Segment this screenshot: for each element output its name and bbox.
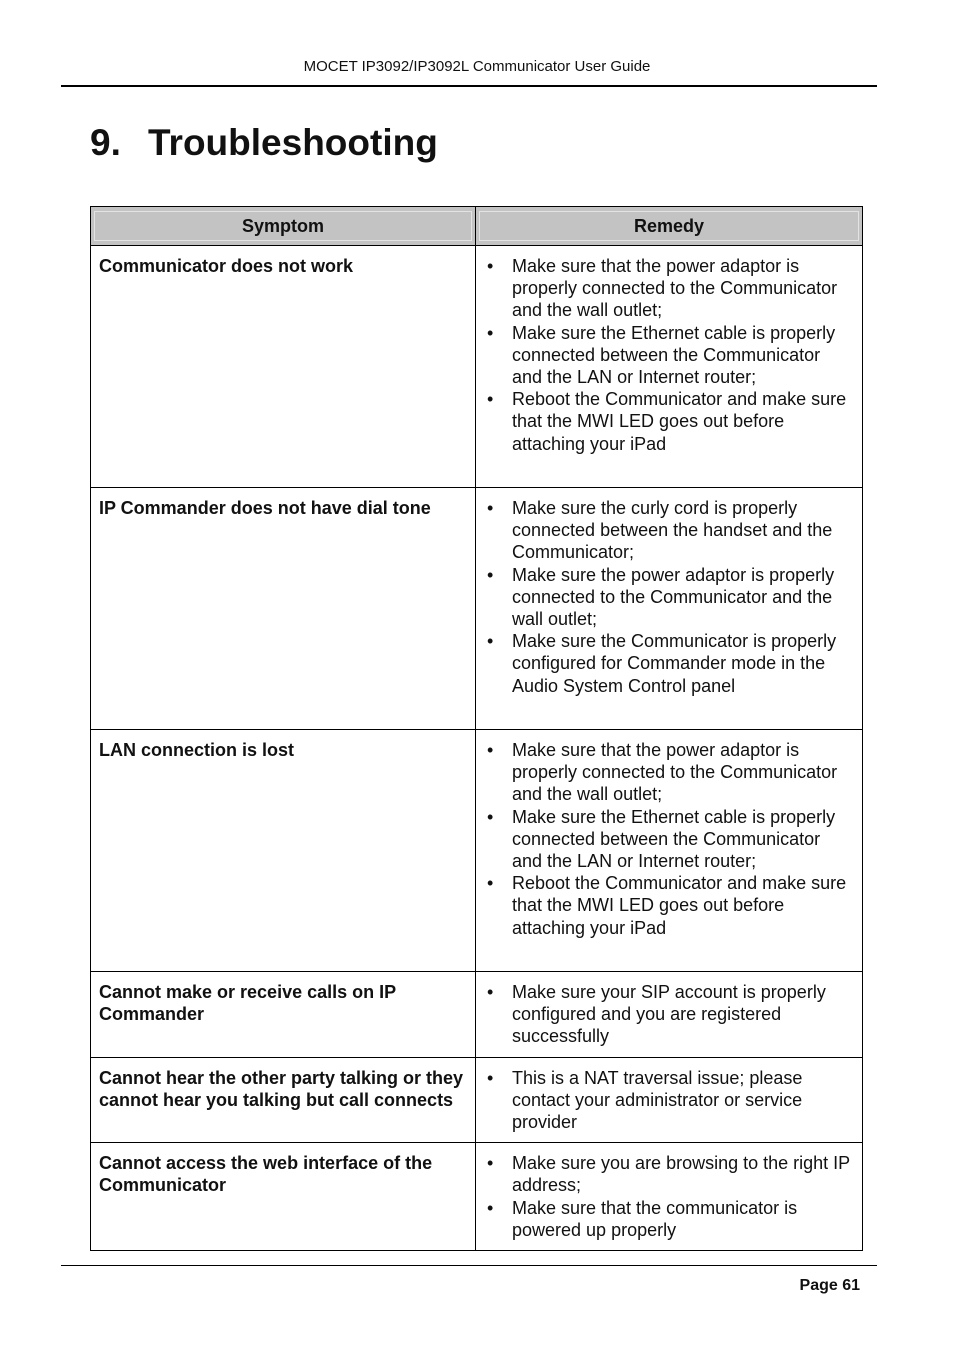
table-row	[91, 972, 863, 1058]
remedy-list	[484, 739, 854, 939]
symptom-cell: IP Commander does not have dial tone	[91, 488, 476, 730]
remedy-item: • Make sure the curly cord is properly connected between the handset and the Communicator;	[484, 497, 854, 564]
chapter-number: 9.	[90, 122, 121, 163]
table-row	[91, 1057, 863, 1143]
remedy-item: • Reboot the Communicator and make sure that the MWI LED goes out before attaching your iPad	[484, 872, 854, 939]
remedy-item: • Make sure the power adaptor is properly connected to the Communicator and the wall outlet;	[484, 564, 854, 631]
symptom-cell: Cannot access the web interface of the Communicator	[91, 1143, 476, 1251]
table-row	[91, 488, 863, 730]
remedy-list	[484, 255, 854, 455]
footer-divider	[61, 1265, 877, 1266]
page-number: Page 61	[799, 1277, 860, 1294]
table-row	[91, 730, 863, 972]
remedy-item: • Make sure that the communicator is powered up properly	[484, 1197, 854, 1241]
remedy-item: • Make sure the Communicator is properly configured for Commander mode in the Audio System Control panel	[484, 630, 854, 697]
header-divider	[61, 85, 877, 87]
remedy-list	[484, 1067, 854, 1134]
troubleshooting-table	[90, 206, 863, 1251]
table-header-row	[91, 207, 863, 246]
symptom-cell: LAN connection is lost	[91, 730, 476, 972]
remedy-item: • Make sure the Ethernet cable is properly connected between the Communicator and the LAN or Internet router;	[484, 322, 854, 389]
remedy-item: • Reboot the Communicator and make sure that the MWI LED goes out before attaching your iPad	[484, 388, 854, 455]
column-header-remedy: Remedy	[476, 207, 863, 246]
table-row	[91, 1143, 863, 1251]
remedy-cell	[476, 1143, 863, 1251]
symptom-cell: Communicator does not work	[91, 246, 476, 488]
chapter-heading	[90, 122, 438, 164]
column-header-symptom: Symptom	[91, 207, 476, 246]
running-header: MOCET IP3092/IP3092L Communicator User Guide	[303, 58, 651, 75]
remedy-item: • Make sure the Ethernet cable is properly connected between the Communicator and the LAN or Internet router;	[484, 806, 854, 873]
symptom-cell: Cannot hear the other party talking or they cannot hear you talking but call connects	[91, 1057, 476, 1143]
table-row	[91, 246, 863, 488]
remedy-cell	[476, 1057, 863, 1143]
remedy-list	[484, 497, 854, 697]
remedy-cell	[476, 730, 863, 972]
remedy-item: • Make sure your SIP account is properly configured and you are registered successfully	[484, 981, 854, 1048]
remedy-item: • Make sure that the power adaptor is properly connected to the Communicator and the wall outlet;	[484, 255, 854, 322]
remedy-cell	[476, 246, 863, 488]
remedy-item: • Make sure you are browsing to the right IP address;	[484, 1152, 854, 1196]
remedy-item: • This is a NAT traversal issue; please contact your administrator or service provider	[484, 1067, 854, 1134]
symptom-cell: Cannot make or receive calls on IP Commander	[91, 972, 476, 1058]
remedy-list	[484, 1152, 854, 1241]
remedy-cell	[476, 488, 863, 730]
remedy-cell	[476, 972, 863, 1058]
chapter-title: Troubleshooting	[148, 122, 438, 163]
remedy-item: • Make sure that the power adaptor is properly connected to the Communicator and the wall outlet;	[484, 739, 854, 806]
remedy-list	[484, 981, 854, 1048]
